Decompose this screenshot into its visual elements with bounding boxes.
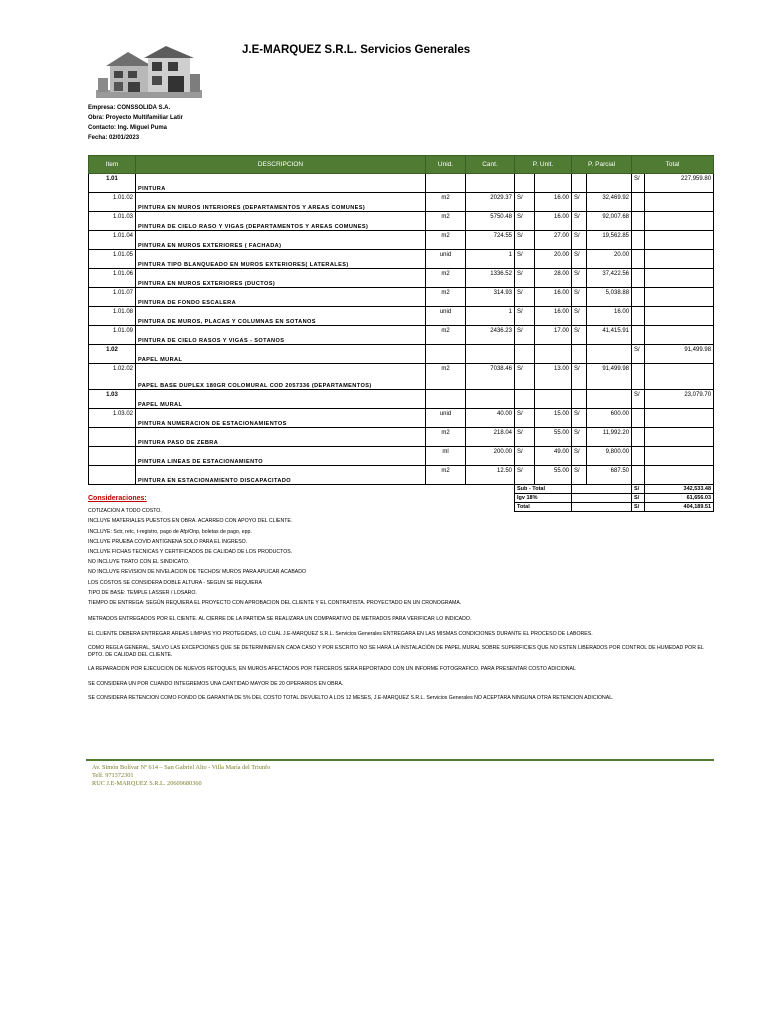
item-total	[645, 212, 714, 231]
item-total	[645, 409, 714, 428]
header-item: Item	[89, 156, 136, 174]
item-code: 1.03	[89, 390, 136, 409]
item-quantity	[466, 390, 515, 409]
item-code: 1.01.07	[89, 288, 136, 307]
consideration-line: INCLUYE: Sctr, retc, t-registro, pago de Afp/Onp, boletas de pago, epp.	[88, 528, 252, 535]
consideration-line: NO INCLUYE REVISION DE NIVELACION DE TECHOS/ MUROS PARA APLICAR ACABADO	[88, 569, 307, 576]
currency-symbol: S/	[515, 326, 535, 345]
currency-symbol: S/	[572, 288, 587, 307]
consideration-line: LA REPARACION POR EJECUCION DE NUEVOS RETOQUES, EN MUROS AFECTADOS POR TERCEROS SERA REPORTADO CON UN INFORME FOTOGRAFICO. PARA PRESENTAR COSTO ADICIONAL	[88, 666, 576, 673]
item-quantity: 218.04	[466, 428, 515, 447]
item-description: PINTURA EN MUROS EXTERIORES ( FACHADA)	[136, 231, 426, 250]
consideration-line: NO INCLUYE TRATO CON EL SINDICATO.	[88, 559, 190, 566]
table-row	[89, 250, 714, 269]
item-total: 23,079.70	[645, 390, 714, 409]
item-description: PINTURA DE CIELO RASO Y VIGAS (DEPARTAMENTOS Y AREAS COMUNES)	[136, 212, 426, 231]
currency-symbol: S/	[515, 307, 535, 326]
currency-symbol: S/	[572, 428, 587, 447]
item-quantity: 1	[466, 250, 515, 269]
currency-symbol	[632, 193, 645, 212]
item-unit-price	[535, 345, 572, 364]
item-code: 1.01.04	[89, 231, 136, 250]
currency-symbol: S/	[515, 231, 535, 250]
currency-symbol: S/	[515, 193, 535, 212]
item-description: PINTURA DE CIELO RASOS Y VIGAS - SOTANOS	[136, 326, 426, 345]
item-quantity: 200.00	[466, 447, 515, 466]
item-total	[645, 307, 714, 326]
currency-symbol	[632, 250, 645, 269]
item-code	[89, 447, 136, 466]
item-description: PINTURA NUMERACION DE ESTACIONAMIENTOS	[136, 409, 426, 428]
item-code: 1.01.05	[89, 250, 136, 269]
item-unit-price: 13.00	[535, 364, 572, 390]
date-line: Fecha: 02/01/2023	[88, 135, 140, 141]
item-quantity: 2436.23	[466, 326, 515, 345]
item-unit	[426, 390, 466, 409]
currency-symbol: S/	[572, 231, 587, 250]
currency-symbol: S/	[572, 269, 587, 288]
currency-symbol: S/	[515, 250, 535, 269]
currency-symbol: S/	[632, 485, 645, 494]
table-row	[89, 447, 714, 466]
item-unit: m2	[426, 466, 466, 485]
item-description: PINTURA PASO DE ZEBRA	[136, 428, 426, 447]
currency-symbol	[632, 428, 645, 447]
item-partial-price: 16.00	[587, 307, 632, 326]
item-code	[89, 428, 136, 447]
item-unit	[426, 345, 466, 364]
item-description: PINTURA DE FONDO ESCALERA	[136, 288, 426, 307]
header-unit-price: P. Unit.	[515, 156, 572, 174]
currency-symbol	[632, 364, 645, 390]
footer-phone: Telf. 971372301	[92, 772, 134, 779]
currency-symbol: S/	[515, 409, 535, 428]
table-row	[89, 345, 714, 364]
item-quantity: 12.50	[466, 466, 515, 485]
item-partial-price	[587, 390, 632, 409]
item-partial-price: 92,007.68	[587, 212, 632, 231]
item-partial-price	[587, 345, 632, 364]
currency-symbol: S/	[572, 307, 587, 326]
item-quantity	[466, 345, 515, 364]
currency-symbol	[632, 447, 645, 466]
item-partial-price: 19,562.85	[587, 231, 632, 250]
consideration-line: METRADOS ENTREGADOS POR EL CIENTE. AL CIERRE DE LA PARTIDA SE REALIZARA UN COMPARATIVO DE METRADOS PARA VERIFICAR LO INDICADO.	[88, 616, 472, 623]
currency-symbol	[632, 288, 645, 307]
item-unit: unid	[426, 250, 466, 269]
currency-symbol	[632, 269, 645, 288]
item-total	[645, 428, 714, 447]
item-unit: m2	[426, 364, 466, 390]
currency-symbol	[515, 174, 535, 193]
currency-symbol	[632, 231, 645, 250]
item-total: 91,499.98	[645, 345, 714, 364]
consideration-line: TIPO DE BASE: TEMPLE LASSER / LOSARO.	[88, 589, 197, 596]
item-total	[645, 288, 714, 307]
item-quantity	[466, 174, 515, 193]
considerations-title: Consideraciones:	[88, 495, 147, 502]
table-row	[89, 288, 714, 307]
item-unit: m2	[426, 231, 466, 250]
item-unit: unid	[426, 307, 466, 326]
summary-label: Sub - Total	[515, 485, 572, 494]
currency-symbol: S/	[632, 494, 645, 503]
currency-symbol: S/	[515, 428, 535, 447]
item-quantity: 1336.52	[466, 269, 515, 288]
item-total	[645, 326, 714, 345]
table-row	[89, 428, 714, 447]
consideration-line: SE CONSIDERA RETENCION COMO FONDO DE GARANTIA DE 5% DEL COSTO TOTAL DEVUELTO A LOS 12 MESES, J.E-MARQUEZ S.R.L. Servicios Generales NO ACEPTARA NINGUNA OTRA RETENCION ADICIONAL.	[88, 695, 614, 702]
currency-symbol: S/	[632, 174, 645, 193]
consideration-line: LOS COSTOS SE CONSIDERA DOBLE ALTURA - SEGUN SE REQUIERA	[88, 579, 262, 586]
currency-symbol: S/	[572, 466, 587, 485]
table-row	[89, 409, 714, 428]
item-unit-price: 27.00	[535, 231, 572, 250]
table-row	[89, 326, 714, 345]
item-unit-price: 28.00	[535, 269, 572, 288]
item-description: PINTURA DE MUROS, PLACAS Y COLUMNAS EN SOTANOS	[136, 307, 426, 326]
item-unit-price	[535, 390, 572, 409]
item-unit-price: 16.00	[535, 307, 572, 326]
item-unit: m2	[426, 428, 466, 447]
header-unit: Unid.	[426, 156, 466, 174]
summary-spacer	[89, 485, 515, 494]
currency-symbol	[572, 390, 587, 409]
company-line: Empresa: CONSSOLIDA S.A.	[88, 105, 171, 111]
item-description: PAPEL MURAL	[136, 390, 426, 409]
item-quantity: 314.93	[466, 288, 515, 307]
currency-symbol	[572, 174, 587, 193]
currency-symbol	[515, 390, 535, 409]
currency-symbol	[632, 307, 645, 326]
item-unit-price: 17.00	[535, 326, 572, 345]
item-partial-price: 37,422.56	[587, 269, 632, 288]
table-row	[89, 269, 714, 288]
table-row	[89, 174, 714, 193]
currency-symbol: S/	[515, 269, 535, 288]
item-description: PINTURA EN ESTACIONAMIENTO DISCAPACITADO	[136, 466, 426, 485]
summary-value: 61,656.03	[645, 494, 714, 503]
consideration-line: INCLUYE PRUEBA COVID ANTIGNENA SOLO PARA EL INGRESO.	[88, 538, 248, 545]
item-unit-price	[535, 174, 572, 193]
page-title: J.E-MARQUEZ S.R.L. Servicios Generales	[242, 44, 471, 56]
item-unit: m2	[426, 212, 466, 231]
header-quantity: Cant.	[466, 156, 515, 174]
consideration-line: INCLUYE MATERIALES PUESTOS EN OBRA. ACARREO CON APOYO DEL CLIENTE.	[88, 518, 293, 525]
item-total	[645, 193, 714, 212]
currency-symbol: S/	[572, 193, 587, 212]
currency-symbol	[632, 212, 645, 231]
table-row	[89, 212, 714, 231]
item-total	[645, 231, 714, 250]
item-total	[645, 269, 714, 288]
currency-symbol: S/	[632, 390, 645, 409]
currency-symbol: S/	[515, 212, 535, 231]
item-unit-price: 55.00	[535, 466, 572, 485]
item-unit-price: 16.00	[535, 193, 572, 212]
item-code: 1.01.08	[89, 307, 136, 326]
item-code: 1.02.02	[89, 364, 136, 390]
currency-symbol: S/	[632, 503, 645, 512]
item-partial-price: 9,800.00	[587, 447, 632, 466]
item-code	[89, 466, 136, 485]
summary-value: 342,533.48	[645, 485, 714, 494]
currency-symbol: S/	[572, 364, 587, 390]
item-partial-price	[587, 174, 632, 193]
footer-divider	[86, 759, 714, 761]
item-total: 227,959.80	[645, 174, 714, 193]
item-unit-price: 20.00	[535, 250, 572, 269]
currency-symbol	[515, 345, 535, 364]
item-quantity: 2029.37	[466, 193, 515, 212]
item-description: PAPEL MURAL	[136, 345, 426, 364]
item-quantity: 40.00	[466, 409, 515, 428]
considerations-section	[88, 494, 716, 702]
currency-symbol	[632, 466, 645, 485]
contact-line: Contacto: Ing. Miguel Puma	[88, 125, 167, 131]
summary-empty	[572, 485, 632, 494]
currency-symbol	[632, 326, 645, 345]
item-code: 1.01.03	[89, 212, 136, 231]
item-description: PINTURA EN MUROS INTERIORES (DEPARTAMENTOS Y AREAS COMUNES)	[136, 193, 426, 212]
header-description: DESCRIPCION	[136, 156, 426, 174]
table-row	[89, 231, 714, 250]
item-partial-price: 5,038.88	[587, 288, 632, 307]
footer-address: Av. Simón Bolívar Nº 614 – San Gabriel Alto - Villa María del Triunfo	[92, 764, 271, 771]
currency-symbol	[572, 345, 587, 364]
item-partial-price: 41,415.91	[587, 326, 632, 345]
item-quantity: 1	[466, 307, 515, 326]
currency-symbol: S/	[572, 212, 587, 231]
item-quantity: 724.55	[466, 231, 515, 250]
item-description: PAPEL BASE DUPLEX 180GR COLOMURAL COD 2057336 (DEPARTAMENTOS)	[136, 364, 426, 390]
item-code: 1.01.09	[89, 326, 136, 345]
item-unit-price: 55.00	[535, 428, 572, 447]
summary-label: Igv 18%	[515, 494, 572, 503]
table-row	[89, 390, 714, 409]
table-header-row	[89, 156, 714, 174]
item-unit: m2	[426, 326, 466, 345]
item-total	[645, 364, 714, 390]
item-total	[645, 447, 714, 466]
summary-value: 404,189.51	[645, 503, 714, 512]
item-unit: m2	[426, 269, 466, 288]
currency-symbol: S/	[515, 288, 535, 307]
currency-symbol: S/	[572, 326, 587, 345]
footer-ruc: RUC J.E-MARQUEZ S.R.L. 20609680360	[92, 780, 202, 787]
item-unit-price: 49.00	[535, 447, 572, 466]
item-partial-price: 600.00	[587, 409, 632, 428]
item-unit	[426, 174, 466, 193]
item-code: 1.01.06	[89, 269, 136, 288]
consideration-line: EL CLIENTE DEBERA ENTREGAR AREAS LIMPIAS Y/O PROTEGIDAS, LO CUAL J.E-MARQUEZ S.R.L. Servicios Generales ENTREGARA EN LAS MISMAS CONDICIONES DURANTE EL PROCESO DE LABORES.	[88, 630, 593, 637]
consideration-line: INCLUYE FICHAS TECNICAS Y CERTIFICADOS DE CALIDAD DE LOS PRODUCTOS.	[88, 549, 293, 556]
item-total	[645, 250, 714, 269]
project-line: Obra: Proyecto Multifamiliar Latir	[88, 115, 184, 121]
project-info	[88, 103, 183, 143]
consideration-line: TIEMPO DE ENTREGA: SEGÚN REQUIERA EL PROYECTO CON APROBACION DEL CLIENTE Y EL CONTRATISTA. PROYECTADO EN UN CRONOGRAMA.	[88, 600, 462, 607]
table-row	[89, 364, 714, 390]
table-row	[89, 307, 714, 326]
item-quantity: 7038.46	[466, 364, 515, 390]
summary-row	[89, 485, 714, 494]
quotation-table	[88, 155, 714, 512]
consideration-line: COTIZACION A TODO COSTO.	[88, 508, 162, 515]
item-unit: m2	[426, 288, 466, 307]
currency-symbol: S/	[515, 466, 535, 485]
item-description: PINTURA EN MUROS EXTERIORES (DUCTOS)	[136, 269, 426, 288]
item-unit: unid	[426, 409, 466, 428]
item-unit-price: 16.00	[535, 212, 572, 231]
currency-symbol: S/	[572, 409, 587, 428]
currency-symbol: S/	[572, 250, 587, 269]
item-total	[645, 466, 714, 485]
item-unit: m2	[426, 193, 466, 212]
consideration-line: COMO REGLA GENERAL, SALVO LAS EXCEPCIONES QUE SE DETERMINEN EN CADA CASO Y POR ESCRITO NO SE HARÁ LA INSTALACIÓN DE PAPEL MURAL SOBRE SUPERFICIES QUE NO ESTEN LIBERADOS POR CONTROL DE HUMEDAD POR EL DPTO. DE CALIDAD DEL CLIENTE.	[88, 645, 704, 658]
item-unit: ml	[426, 447, 466, 466]
item-unit-price: 15.00	[535, 409, 572, 428]
item-code: 1.01	[89, 174, 136, 193]
currency-symbol: S/	[572, 447, 587, 466]
summary-label: Total	[515, 503, 572, 512]
item-code: 1.01.02	[89, 193, 136, 212]
item-code: 1.02	[89, 345, 136, 364]
item-partial-price: 687.50	[587, 466, 632, 485]
item-code: 1.03.02	[89, 409, 136, 428]
currency-symbol: S/	[515, 447, 535, 466]
consideration-line: SE CONSIDERA UN POR CUANDO INTEGREMOS UNA CANTIDAD MAYOR DE 20 OPERARIOS EN OBRA.	[88, 680, 344, 687]
item-partial-price: 20.00	[587, 250, 632, 269]
header-partial-price: P. Parcial	[572, 156, 632, 174]
item-quantity: 5750.48	[466, 212, 515, 231]
item-description: PINTURA LINEAS DE ESTACIONAMIENTO	[136, 447, 426, 466]
table-row	[89, 466, 714, 485]
item-description: PINTURA	[136, 174, 426, 193]
currency-symbol: S/	[632, 345, 645, 364]
currency-symbol: S/	[515, 364, 535, 390]
header-total: Total	[632, 156, 714, 174]
item-description: PINTURA TIPO BLANQUEADO EN MUROS EXTERIORES( LATERALES)	[136, 250, 426, 269]
item-partial-price: 11,992.20	[587, 428, 632, 447]
item-partial-price: 32,469.92	[587, 193, 632, 212]
currency-symbol	[632, 409, 645, 428]
footer	[92, 764, 270, 788]
item-partial-price: 91,499.98	[587, 364, 632, 390]
table-row	[89, 193, 714, 212]
company-logo-house-image	[96, 44, 202, 98]
item-unit-price: 16.00	[535, 288, 572, 307]
